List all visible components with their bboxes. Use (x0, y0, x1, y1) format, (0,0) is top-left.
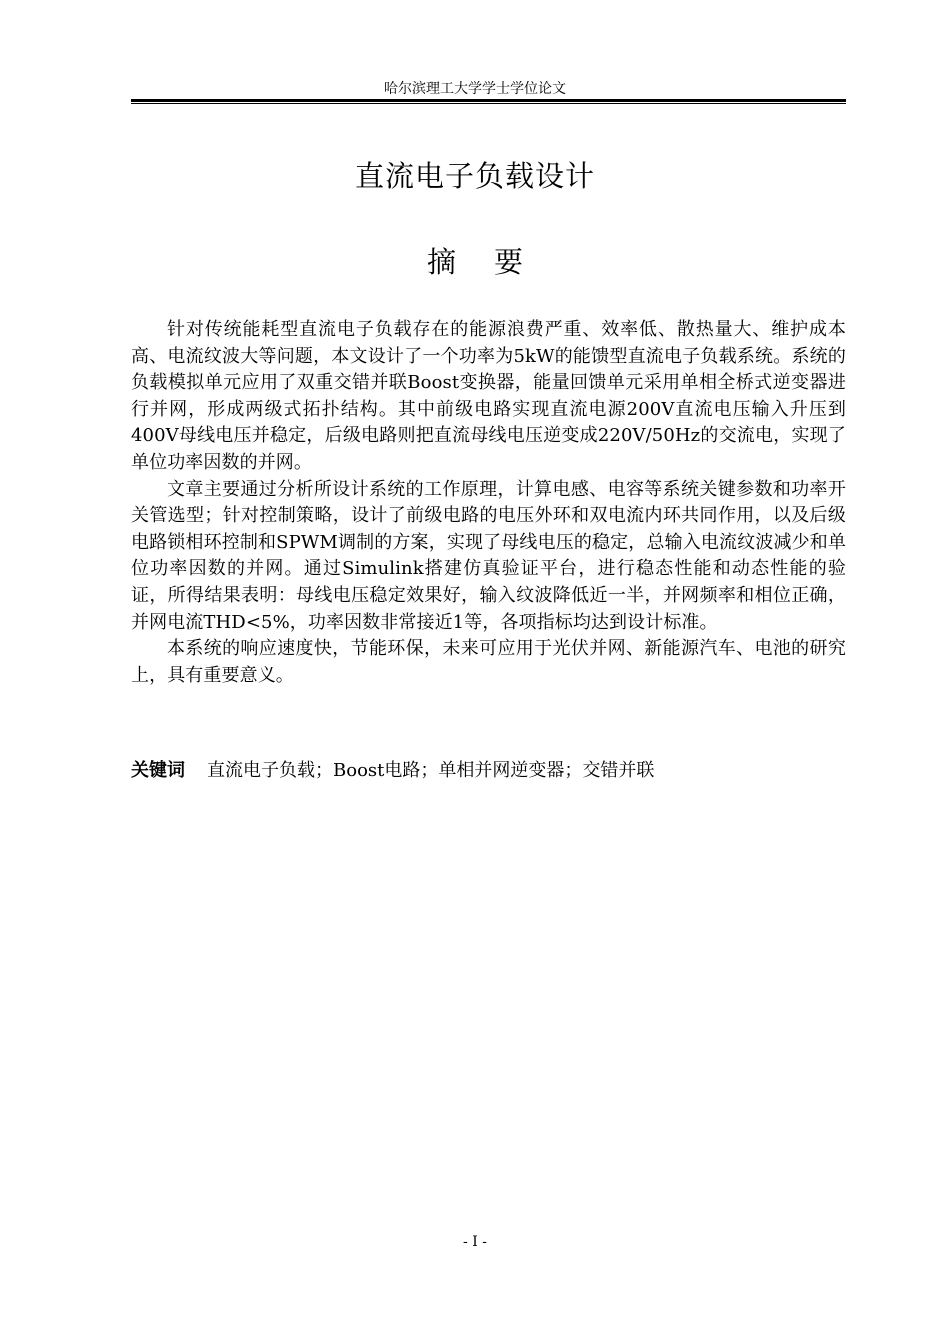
keywords-label: 关键词 (131, 760, 185, 781)
abstract-heading: 摘要 (426, 245, 561, 279)
page-number: - I - (463, 1234, 487, 1250)
keywords-text: 直流电子负载；Boost电路；单相并网逆变器；交错并联 (207, 760, 655, 781)
abstract-paragraph-1: 针对传统能耗型直流电子负载存在的能源浪费严重、效率低、散热量大、维护成本高、电流纹波大等问题，本文设计了一个功率为5kW的能馈型直流电子负载系统。系统的负载模拟单元应用了双重交错并联Boost变换器，能量回馈单元采用单相全桥式逆变器进行并网，形成两级式拓扑结构。其中前级电路实现直流电源200V直流电压输入升压到400V母线电压并稳定，后级电路则把直流母线电压逆变成220V/50Hz的交流电，实现了单位功率因数的并网。 (131, 319, 846, 473)
abstract-paragraph-2: 文章主要通过分析所设计系统的工作原理，计算电感、电容等系统关键参数和功率开关管选型；针对控制策略，设计了前级电路的电压外环和双电流内环共同作用，以及后级电路锁相环控制和SPWM调制的方案，实现了母线电压的稳定，总输入电流纹波减少和单位功率因数的并网。通过Simulink搭建仿真验证平台，进行稳态性能和动态性能的验证，所得结果表明：母线电压稳定效果好，输入纹波降低近一半，并网频率和相位正确，并网电流THD<5%，功率因数非常接近1等，各项指标均达到设计标准。 (131, 478, 846, 633)
keywords-line (131, 758, 846, 784)
header-rule-thin (131, 103, 846, 104)
abstract-body (131, 317, 846, 689)
header-rule (131, 99, 846, 102)
running-header: 哈尔滨理工大学学士学位论文 (384, 81, 566, 97)
document-title: 直流电子负载设计 (354, 159, 595, 193)
abstract-paragraph-3: 本系统的响应速度快，节能环保，未来可应用于光伏并网、新能源汽车、电池的研究上，具有重要意义。 (131, 638, 846, 686)
